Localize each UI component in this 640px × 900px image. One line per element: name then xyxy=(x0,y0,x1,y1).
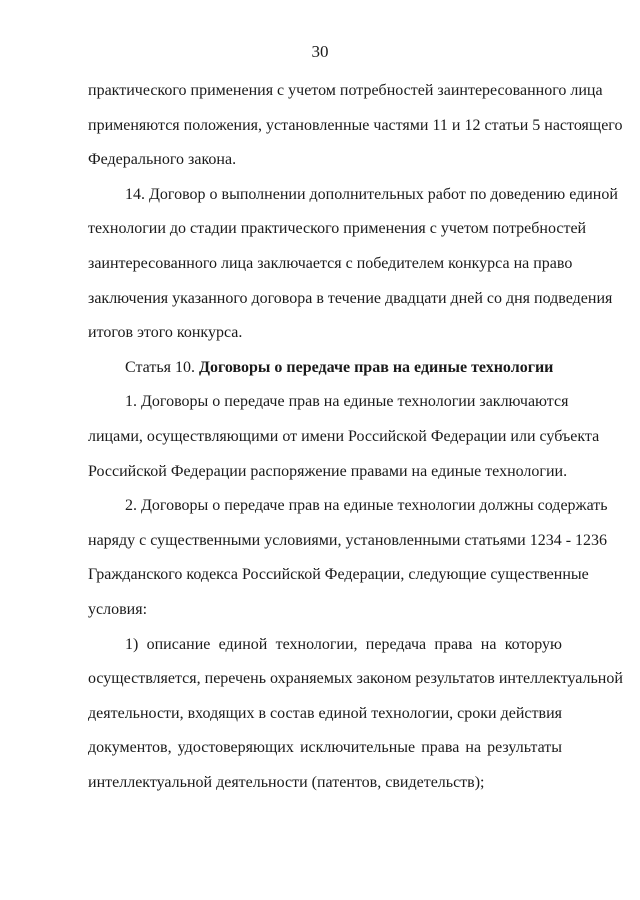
text-line: наряду с существенными условиями, установленными статьями 1234 - 1236 xyxy=(88,531,608,549)
text-line: деятельности, входящих в состав единой технологии, сроки действия xyxy=(88,704,562,722)
text-line: практического применения с учетом потребностей заинтересованного лица xyxy=(88,82,603,99)
text-line: условия: xyxy=(88,600,148,618)
article-heading xyxy=(88,351,562,386)
text-line: итогов этого конкурса. xyxy=(88,324,243,342)
text-line: заключения указанного договора в течение двадцати дней со дня подведения xyxy=(88,289,613,307)
text-line: Гражданского кодекса Российской Федерации, следующие существенные xyxy=(88,566,589,584)
article-title: Договоры о передаче прав на единые технологии xyxy=(198,358,554,376)
text-line: применяются положения, установленные частями 11 и 12 статьи 5 настоящего xyxy=(88,116,623,134)
text-line: 2. Договоры о передаче прав на единые технологии должны содержать xyxy=(125,497,608,515)
article-prefix: Статья 10. xyxy=(125,358,195,376)
text-line: документов, удостоверяющих исключительные права на результаты xyxy=(88,739,562,757)
text-line: Федерального закона. xyxy=(88,151,237,169)
text-line: заинтересованного лица заключается с победителем конкурса на право xyxy=(88,254,573,272)
text-line: Российской Федерации распоряжение правами на единые технологии. xyxy=(88,462,568,480)
page-number: 30 xyxy=(311,42,329,61)
text-line: технологии до стадии практического применения с учетом потребностей xyxy=(88,220,587,238)
document-body xyxy=(88,74,623,800)
text-line: 14. Договор о выполнении дополнительных работ по доведению единой xyxy=(125,185,618,203)
text-line: интеллектуальной деятельности (патентов, свидетельств); xyxy=(88,773,485,791)
text-line: 1. Договоры о передаче прав на единые технологии заключаются xyxy=(125,393,569,411)
text-line: 1) описание единой технологии, передача права на которую xyxy=(125,635,562,653)
text-line: лицами, осуществляющими от имени Российской Федерации или субъекта xyxy=(88,427,600,445)
text-line: осуществляется, перечень охраняемых законом результатов интеллектуальной xyxy=(88,670,623,688)
